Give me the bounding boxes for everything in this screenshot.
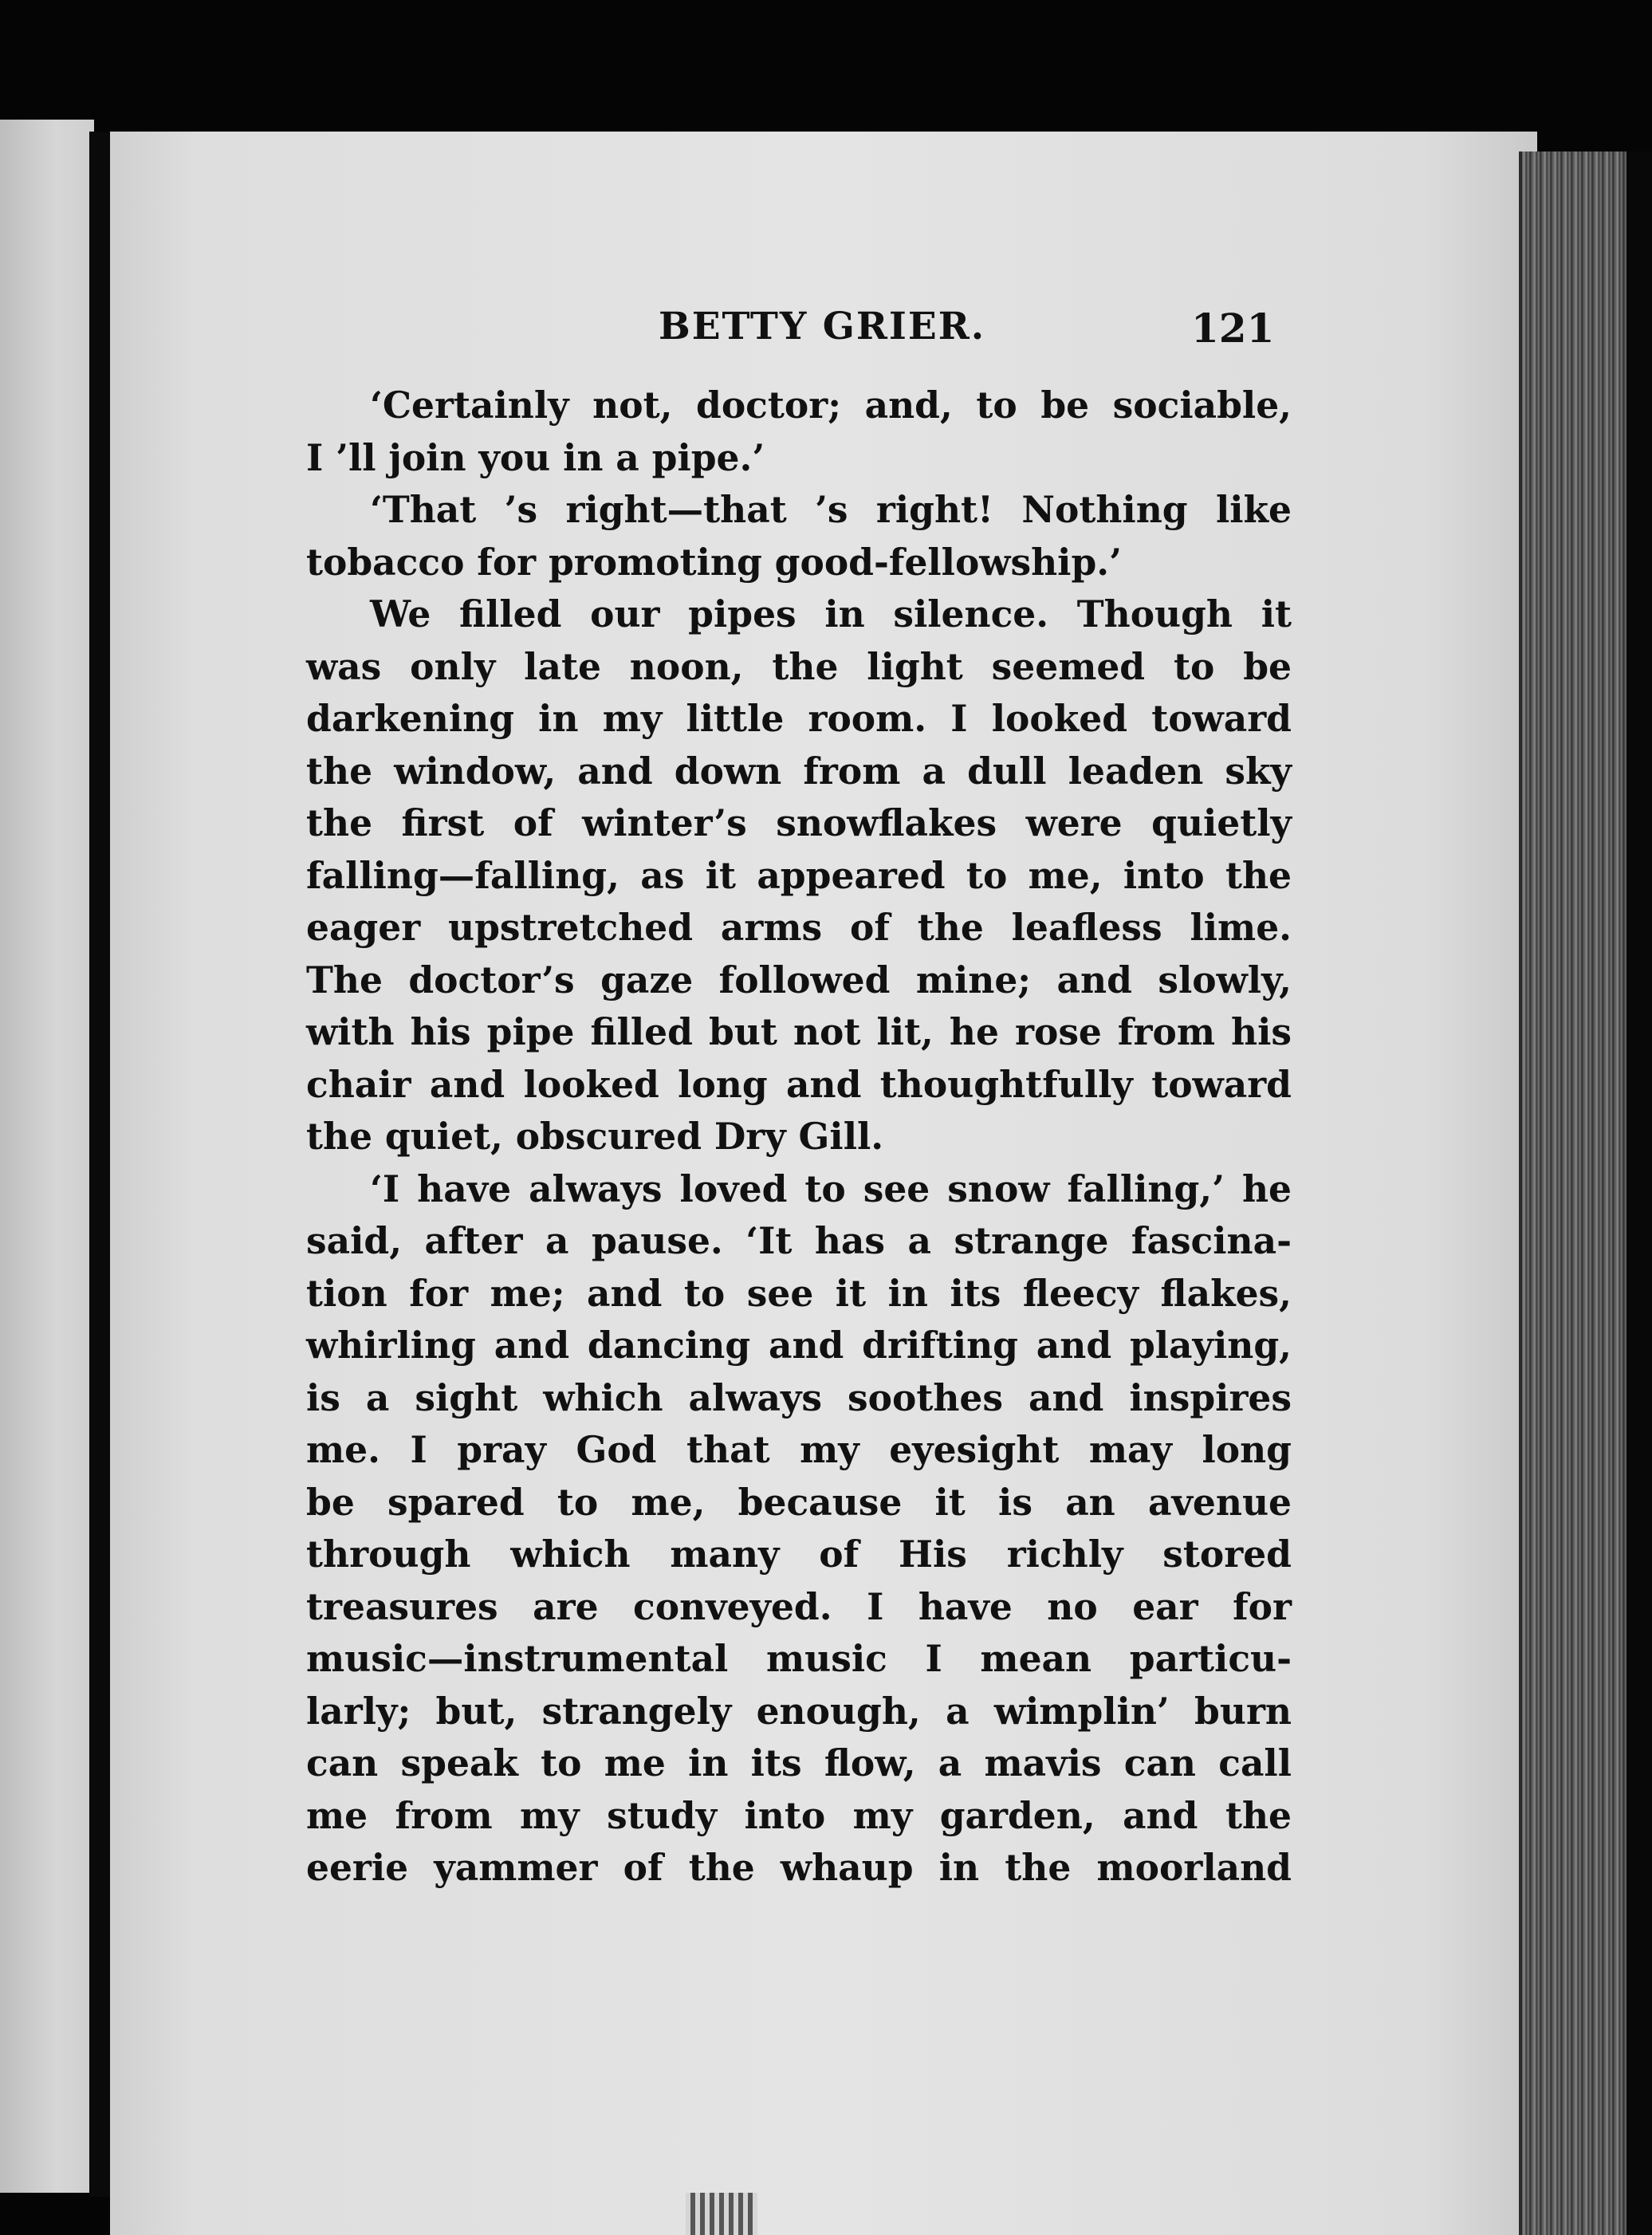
text-line: ‘That ’s right—that ’s right! Nothing like bbox=[370, 488, 1292, 531]
text-line: darkening in my little room. I looked toward bbox=[306, 697, 1292, 740]
text-line: whirling and dancing and drifting and playing, bbox=[306, 1324, 1292, 1367]
book-gutter bbox=[89, 132, 112, 2197]
page-number: 121 bbox=[1191, 305, 1275, 352]
text-line: be spared to me, because it is an avenue bbox=[306, 1480, 1292, 1524]
text-line: eager upstretched arms of the leafless lime. bbox=[306, 906, 1292, 949]
text-line: the window, and down from a dull leaden sky bbox=[306, 749, 1292, 793]
text-line: with his pipe filled but not lit, he rose from his bbox=[306, 1010, 1292, 1053]
text-line: the quiet, obscured Dry Gill. bbox=[306, 1115, 884, 1158]
text-line: was only late noon, the light seemed to be bbox=[306, 644, 1292, 688]
text-line: falling—falling, as it appeared to me, into the bbox=[306, 853, 1292, 897]
text-line: I ’ll join you in a pipe.’ bbox=[306, 435, 765, 479]
text-line: me from my study into my garden, and the bbox=[306, 1793, 1292, 1837]
body-text bbox=[306, 380, 1292, 1895]
binding-thread bbox=[686, 2193, 757, 2235]
text-line: ‘I have always loved to see snow falling,’ he bbox=[370, 1167, 1292, 1210]
text-line: The doctor’s gaze followed mine; and slowly, bbox=[306, 958, 1292, 1001]
text-line: music—instrumental music I mean particu- bbox=[306, 1637, 1292, 1680]
text-line: the first of winter’s snowflakes were quietly bbox=[306, 801, 1292, 844]
text-line: eerie yammer of the whaup in the moorland bbox=[306, 1846, 1292, 1889]
text-line: treasures are conveyed. I have no ear for bbox=[306, 1584, 1292, 1628]
text-line: me. I pray God that my eyesight may long bbox=[306, 1428, 1292, 1471]
text-line: tobacco for promoting good-fellowship.’ bbox=[306, 540, 1122, 584]
text-line: ‘Certainly not, doctor; and, to be sociable, bbox=[370, 384, 1292, 427]
text-line: is a sight which always soothes and inspires bbox=[306, 1375, 1292, 1419]
page-stack-edges bbox=[1519, 151, 1642, 2235]
text-line: through which many of His richly stored bbox=[306, 1533, 1292, 1576]
text-line: chair and looked long and thoughtfully toward bbox=[306, 1062, 1292, 1106]
text-line: can speak to me in its flow, a mavis can call bbox=[306, 1741, 1292, 1784]
text-line: We filled our pipes in silence. Though it bbox=[370, 592, 1292, 635]
text-line: tion for me; and to see it in its fleecy flakes, bbox=[306, 1271, 1292, 1315]
scan-border-right bbox=[1626, 151, 1652, 2235]
text-line: said, after a pause. ‘It has a strange fascina- bbox=[306, 1219, 1292, 1262]
facing-page-edge bbox=[0, 120, 94, 2193]
running-head: BETTY GRIER. bbox=[659, 305, 986, 348]
text-line: larly; but, strangely enough, a wimplin’ burn bbox=[306, 1689, 1292, 1733]
